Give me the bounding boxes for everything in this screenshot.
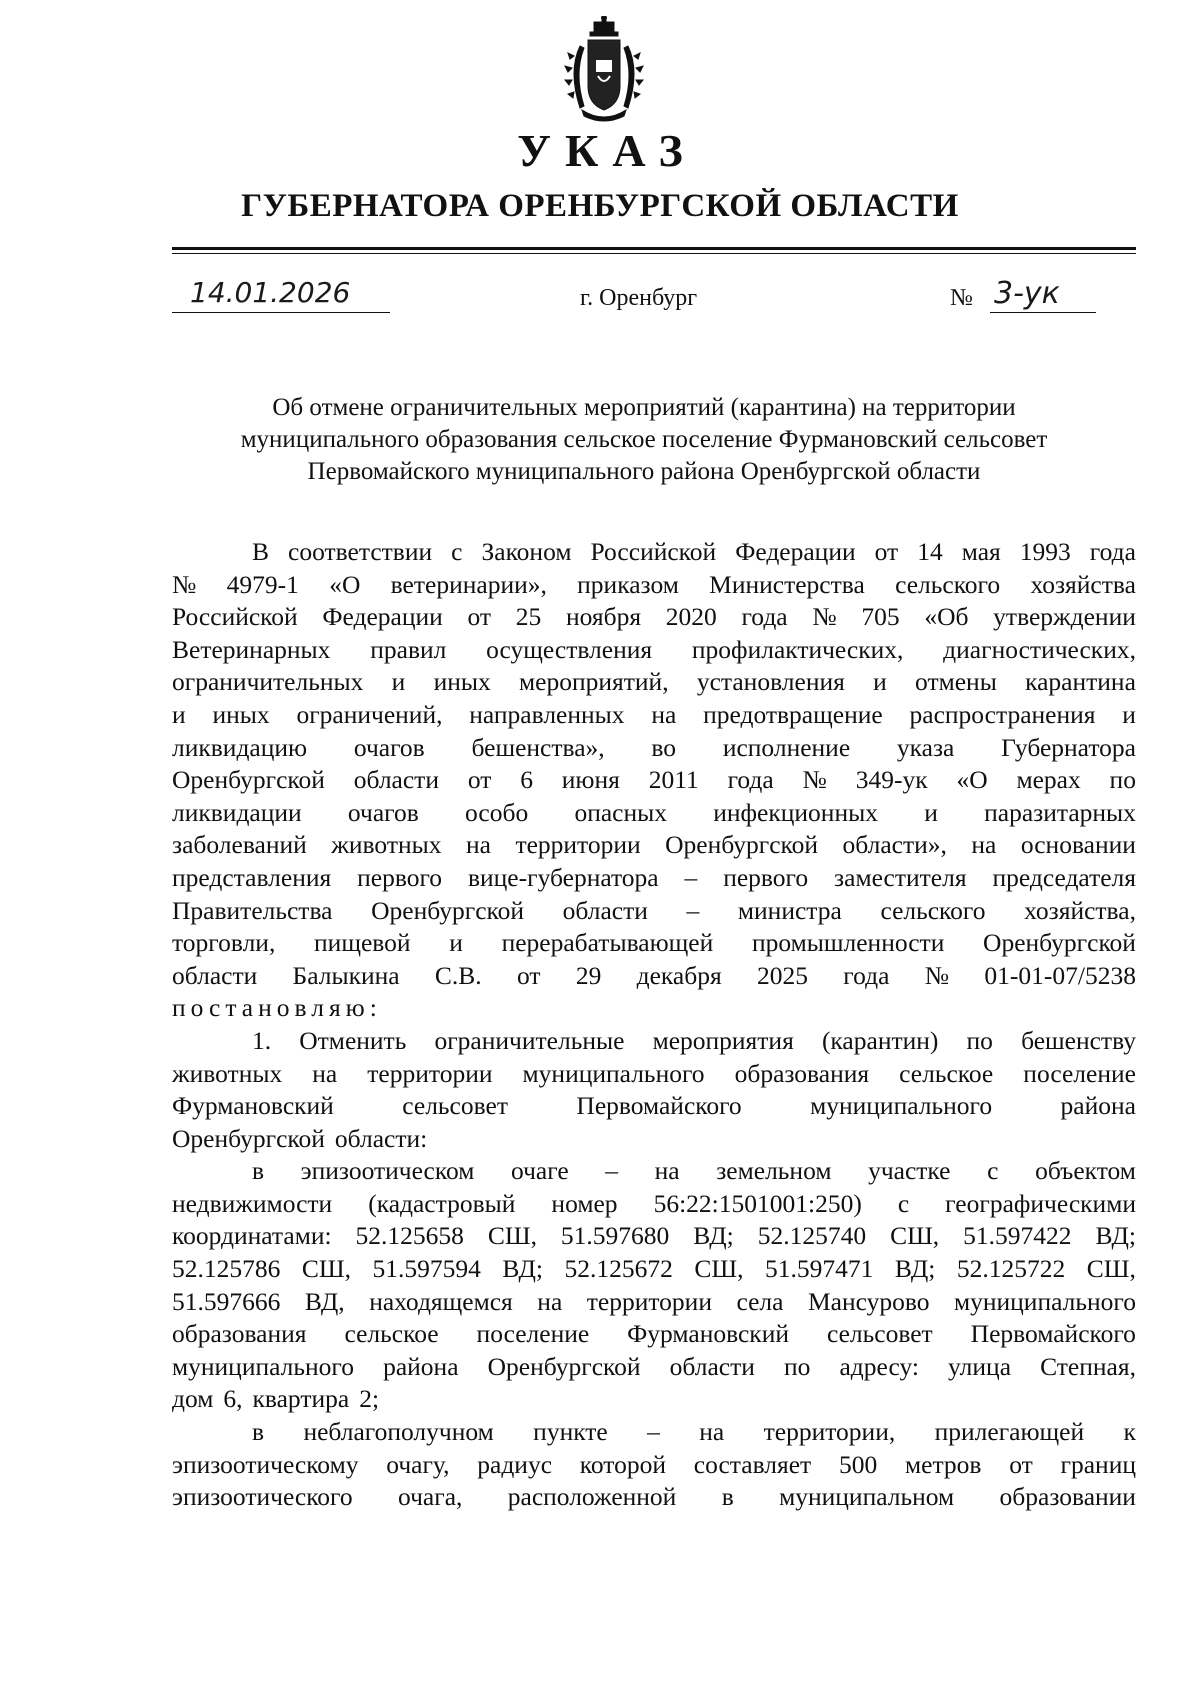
body-word: соответствии (288, 537, 433, 566)
body-word: Губернатора (1001, 732, 1136, 762)
body-word: ВД; (894, 1254, 936, 1284)
body-line (172, 829, 1136, 862)
body-word: сельского (895, 569, 1001, 599)
body-line (172, 1351, 1136, 1384)
body-word: 51.597422 (963, 1221, 1072, 1251)
body-word: эпизоотического (172, 1482, 353, 1512)
body-line (172, 634, 1136, 667)
body-word: поселение (1023, 1058, 1136, 1088)
body-word: 25 (515, 602, 542, 632)
body-line (172, 1025, 1136, 1058)
body-word: находящемся (369, 1286, 513, 1316)
body-word: профилактических, (691, 634, 904, 664)
body-word: сельское (899, 1058, 994, 1088)
body-word: ликвидации (172, 797, 302, 827)
body-word: образования (172, 1319, 307, 1349)
body-word: ВД; (1095, 1221, 1136, 1251)
body-word: СШ, (301, 1254, 351, 1284)
body-word: Оренбургской (983, 928, 1136, 958)
body-word: животных (331, 830, 442, 860)
body-word: направленных (469, 699, 625, 729)
body-word: с (897, 1188, 910, 1218)
body-word: паразитарных (984, 797, 1136, 827)
body-word: диагностических, (943, 634, 1136, 664)
body-line (172, 1318, 1136, 1351)
body-word: № (812, 602, 837, 632)
body-word: 2011 (648, 765, 699, 795)
body-word: составляет (693, 1449, 812, 1479)
body-word: Балыкина (292, 960, 400, 990)
body-word: постановляю: (172, 993, 382, 1023)
document-body (172, 536, 1136, 1514)
body-word: по (966, 1025, 993, 1055)
body-word: которой (579, 1449, 667, 1479)
body-word: ограничений, (296, 699, 443, 729)
body-line (172, 666, 1136, 699)
number-sign: № (950, 285, 973, 311)
body-word: улица (948, 1351, 1012, 1381)
body-word: границ (1060, 1449, 1136, 1479)
body-line (172, 797, 1136, 830)
body-word: эпизоотическом (300, 1156, 475, 1186)
body-word: июня (561, 765, 620, 795)
body-line-resolution (172, 992, 1136, 1025)
body-word: ветеринарии», (390, 569, 547, 599)
body-word: области», (842, 830, 947, 860)
body-word: ограничительные (434, 1025, 625, 1055)
body-word: первого (723, 862, 809, 892)
coat-of-arms-emblem (560, 16, 648, 124)
body-word: вице-губернатора (467, 862, 659, 892)
body-word: прилегающей (934, 1417, 1085, 1447)
body-word: 01-01-07/5238 (984, 960, 1136, 990)
body-word: 2025 (757, 960, 808, 990)
body-word: 56:22:1501001:250) (653, 1188, 862, 1218)
body-word: – (686, 895, 700, 925)
body-word: и (924, 797, 938, 827)
body-word: ликвидацию (172, 732, 308, 762)
body-word: приказом (577, 569, 679, 599)
body-line (172, 1123, 1136, 1156)
body-word: образовании (999, 1482, 1136, 1512)
body-word: – (684, 862, 698, 892)
body-word: хозяйства (1030, 569, 1136, 599)
body-line (172, 1449, 1136, 1482)
body-word: и (1122, 699, 1136, 729)
body-word: адресу: (839, 1351, 919, 1381)
body-word: очаге (510, 1156, 569, 1186)
body-line (172, 862, 1136, 895)
body-word: 52.125786 (172, 1254, 281, 1284)
body-word: мая (961, 537, 1001, 566)
body-word: радиус (477, 1449, 553, 1479)
body-line (172, 1416, 1136, 1449)
body-word: 705 (861, 602, 900, 632)
body-word: 51.597594 (372, 1254, 481, 1284)
body-word: Фурмановский (627, 1319, 789, 1349)
body-word: 2020 (665, 602, 717, 632)
body-word: промышленности (751, 928, 945, 958)
body-word: иных (433, 667, 491, 697)
body-word: иных (212, 699, 270, 729)
body-line (172, 1383, 1136, 1416)
body-word: Первомайского (576, 1091, 742, 1121)
document-city: г. Оренбург (580, 285, 698, 311)
body-word: опасных (574, 797, 667, 827)
body-word: района (383, 1351, 459, 1381)
body-word: хозяйства, (1024, 895, 1136, 925)
body-word: карантина (1025, 667, 1136, 697)
body-word: «Об (924, 602, 969, 632)
body-word: – (605, 1156, 619, 1186)
title-line: Первомайского муниципального района Оренбургской области (307, 458, 981, 485)
body-word: в (252, 1156, 265, 1186)
body-word: 500 (838, 1449, 878, 1479)
body-word: СШ, (487, 1221, 537, 1251)
issuing-authority-heading: ГУБЕРНАТОРА ОРЕНБУРГСКОЙ ОБЛАСТИ (241, 188, 959, 224)
body-line (172, 1220, 1136, 1253)
body-word: бешенства», (471, 732, 605, 762)
body-word: Оренбургской (172, 1123, 325, 1153)
body-line (172, 601, 1136, 634)
body-word: инфекционных (713, 797, 878, 827)
body-word: 349-ук (855, 765, 928, 795)
body-word: 6, (223, 1384, 243, 1414)
body-word: 51.597666 (172, 1286, 281, 1316)
body-line (172, 1090, 1136, 1123)
body-line (172, 764, 1136, 797)
body-word: «О (329, 569, 361, 599)
body-word: заместителя (834, 862, 967, 892)
body-word: номер (551, 1188, 618, 1218)
body-line (172, 927, 1136, 960)
body-word: сельсовет (402, 1091, 508, 1121)
body-word: района (1060, 1091, 1136, 1121)
body-word: Оренбургской (371, 895, 525, 925)
body-line (172, 1058, 1136, 1091)
body-word: предотвращение (703, 699, 883, 729)
body-word: 1993 (1019, 537, 1071, 566)
document-type-heading: УКАЗ (517, 125, 697, 176)
header-divider-thin (172, 253, 1136, 254)
body-word: в (252, 1417, 265, 1447)
body-word: года (741, 602, 788, 632)
body-word: земельном (716, 1156, 832, 1186)
body-word: очага, (398, 1482, 463, 1512)
body-line (172, 1155, 1136, 1188)
body-word: распространения (909, 699, 1096, 729)
body-word: пищевой (314, 928, 411, 958)
body-word: сельское (344, 1319, 439, 1349)
body-word: поселение (476, 1319, 590, 1349)
body-word: 14 (917, 537, 943, 566)
body-word: СШ, (1086, 1254, 1136, 1284)
document-title (160, 392, 1128, 488)
body-word: области: (334, 1123, 428, 1153)
body-word: на (651, 699, 677, 729)
body-word: и (449, 928, 463, 958)
body-word: на (971, 830, 997, 860)
body-word: установления (696, 667, 845, 697)
body-word: территории (586, 1286, 712, 1316)
body-word: Оренбургской (665, 830, 819, 860)
body-word: основании (1020, 830, 1136, 860)
body-word: ВД; (693, 1221, 734, 1251)
body-word: Фурмановский (172, 1091, 334, 1121)
body-word: к (1123, 1417, 1136, 1447)
body-word: ноября (565, 602, 642, 632)
body-word: по (783, 1351, 811, 1381)
body-word: декабря (636, 960, 722, 990)
body-word: объектом (1035, 1156, 1136, 1186)
body-word: указа (896, 732, 955, 762)
body-word: осуществления (486, 634, 653, 664)
body-word: мерах (1016, 765, 1081, 795)
body-word: 2; (359, 1384, 380, 1414)
body-word: села (736, 1286, 784, 1316)
body-line (172, 699, 1136, 732)
body-word: от (874, 537, 899, 566)
body-word: Федерации (322, 602, 443, 632)
body-word: в (721, 1482, 734, 1512)
body-word: особо (465, 797, 529, 827)
body-word: очагов (353, 732, 425, 762)
body-word: 29 (575, 960, 602, 990)
body-word: животных (172, 1058, 283, 1088)
body-word: сельсовет (826, 1319, 933, 1349)
body-word: бешенству (1021, 1025, 1136, 1055)
body-word: расположенной (507, 1482, 677, 1512)
body-word: с (987, 1156, 999, 1186)
body-word: Оренбургской (172, 765, 325, 795)
body-line (172, 536, 1136, 569)
body-word: от (467, 602, 492, 632)
body-word: (карантин) (821, 1025, 939, 1055)
body-word: Ветеринарных (172, 634, 331, 664)
body-word: № (802, 765, 827, 795)
body-word: С.В. (434, 960, 482, 990)
body-word: мероприятия (652, 1025, 794, 1055)
body-word: и (873, 667, 887, 697)
body-word: «О (956, 765, 988, 795)
body-word: 52.125722 (956, 1254, 1066, 1284)
body-word: Законом (481, 537, 572, 566)
body-word: метров (904, 1449, 982, 1479)
body-word: координатами: (172, 1221, 332, 1251)
title-line: муниципального образования сельское поселение Фурмановский сельсовет (240, 426, 1048, 453)
body-word: географическими (945, 1188, 1136, 1218)
body-line (172, 1253, 1136, 1286)
body-word: ВД; (502, 1254, 543, 1284)
body-word: по (1109, 765, 1136, 795)
body-word: утверждении (993, 602, 1136, 632)
body-word: на (537, 1286, 563, 1316)
body-word: Правительства (172, 895, 333, 925)
body-word: Российской (172, 602, 298, 632)
body-line (172, 960, 1136, 993)
body-line (172, 732, 1136, 765)
body-word: от (1009, 1449, 1033, 1479)
body-word: мероприятий, (519, 667, 669, 697)
body-word: 6 (520, 765, 533, 795)
body-word: области (669, 1351, 755, 1381)
body-word: от (516, 960, 541, 990)
body-word: ВД, (304, 1286, 345, 1316)
body-word: Российской (590, 537, 717, 566)
body-word: территории, (763, 1417, 896, 1447)
body-line (172, 569, 1136, 602)
body-word: и (172, 699, 186, 729)
body-word: пункте (533, 1417, 608, 1447)
body-word: исполнение (722, 732, 851, 762)
body-word: представления (172, 862, 332, 892)
body-word: Мансурово (807, 1286, 930, 1316)
body-word: Степная, (1040, 1351, 1136, 1381)
body-word: торговли, (172, 928, 276, 958)
body-word: области (353, 765, 439, 795)
body-line (172, 895, 1136, 928)
body-word: образования (734, 1058, 870, 1088)
body-word: участке (868, 1156, 951, 1186)
body-word: 1. (252, 1025, 272, 1055)
body-word: ограничительных (172, 667, 364, 697)
body-word: квартира (252, 1384, 350, 1414)
body-line (172, 1286, 1136, 1319)
body-word: Оренбургской (487, 1351, 641, 1381)
body-word: В (252, 537, 270, 566)
body-word: Федерации (735, 537, 856, 566)
body-word: на (312, 1058, 338, 1088)
body-word: Министерства (709, 569, 865, 599)
body-word: 4979-1 (226, 569, 299, 599)
document-number: 3-ук (994, 276, 1060, 311)
body-word: перерабатывающей (501, 928, 714, 958)
body-word: очагу, (386, 1449, 450, 1479)
body-word: муниципального (810, 1091, 993, 1121)
body-word: недвижимости (172, 1188, 333, 1218)
body-word: правил (370, 634, 447, 664)
body-word: эпизоотическому (172, 1449, 359, 1479)
title-line: Об отмене ограничительных мероприятий (карантина) на территории (272, 394, 1016, 421)
document-date: 14.01.2026 (190, 276, 351, 309)
body-word: 52.125740 (757, 1221, 867, 1251)
body-word: сельского (880, 895, 986, 925)
body-word: председателя (992, 862, 1136, 892)
body-word: Отменить (299, 1025, 407, 1055)
body-word: (кадастровый (368, 1188, 516, 1218)
body-word: первого (357, 862, 443, 892)
body-word: муниципального (953, 1286, 1136, 1316)
body-word: года (727, 765, 774, 795)
body-word: на (699, 1417, 725, 1447)
body-word: на (465, 830, 491, 860)
body-word: от (467, 765, 492, 795)
body-word: 52.125672 (564, 1254, 673, 1284)
body-word: СШ, (890, 1221, 940, 1251)
body-word: Первомайского (970, 1319, 1136, 1349)
body-word: области (172, 960, 258, 990)
body-word: территории (367, 1058, 493, 1088)
body-line (172, 1188, 1136, 1221)
body-word: 51.597680 (560, 1221, 670, 1251)
body-word: 51.597471 (764, 1254, 874, 1284)
body-word: – (647, 1417, 660, 1447)
body-word: министра (737, 895, 842, 925)
body-line (172, 1481, 1136, 1514)
body-word: и (391, 667, 406, 697)
body-word: неблагополучном (303, 1417, 494, 1447)
body-word: СШ, (694, 1254, 744, 1284)
body-word: № (924, 960, 950, 990)
body-word: на (654, 1156, 680, 1186)
body-word: 52.125658 (355, 1221, 464, 1251)
body-word: области (562, 895, 648, 925)
body-word: территории (515, 830, 641, 860)
body-word: № (172, 569, 197, 599)
body-word: муниципальном (779, 1482, 955, 1512)
body-word: года (843, 960, 890, 990)
body-word: отмены (915, 667, 997, 697)
body-word: заболеваний (172, 830, 307, 860)
body-word: года (1089, 537, 1136, 566)
body-word: муниципального (522, 1058, 705, 1088)
header-divider-thick (172, 247, 1136, 250)
body-word: во (651, 732, 677, 762)
body-word: муниципального (172, 1351, 354, 1381)
body-word: дом (172, 1384, 214, 1414)
body-word: с (451, 537, 463, 566)
body-word: очагов (347, 797, 419, 827)
